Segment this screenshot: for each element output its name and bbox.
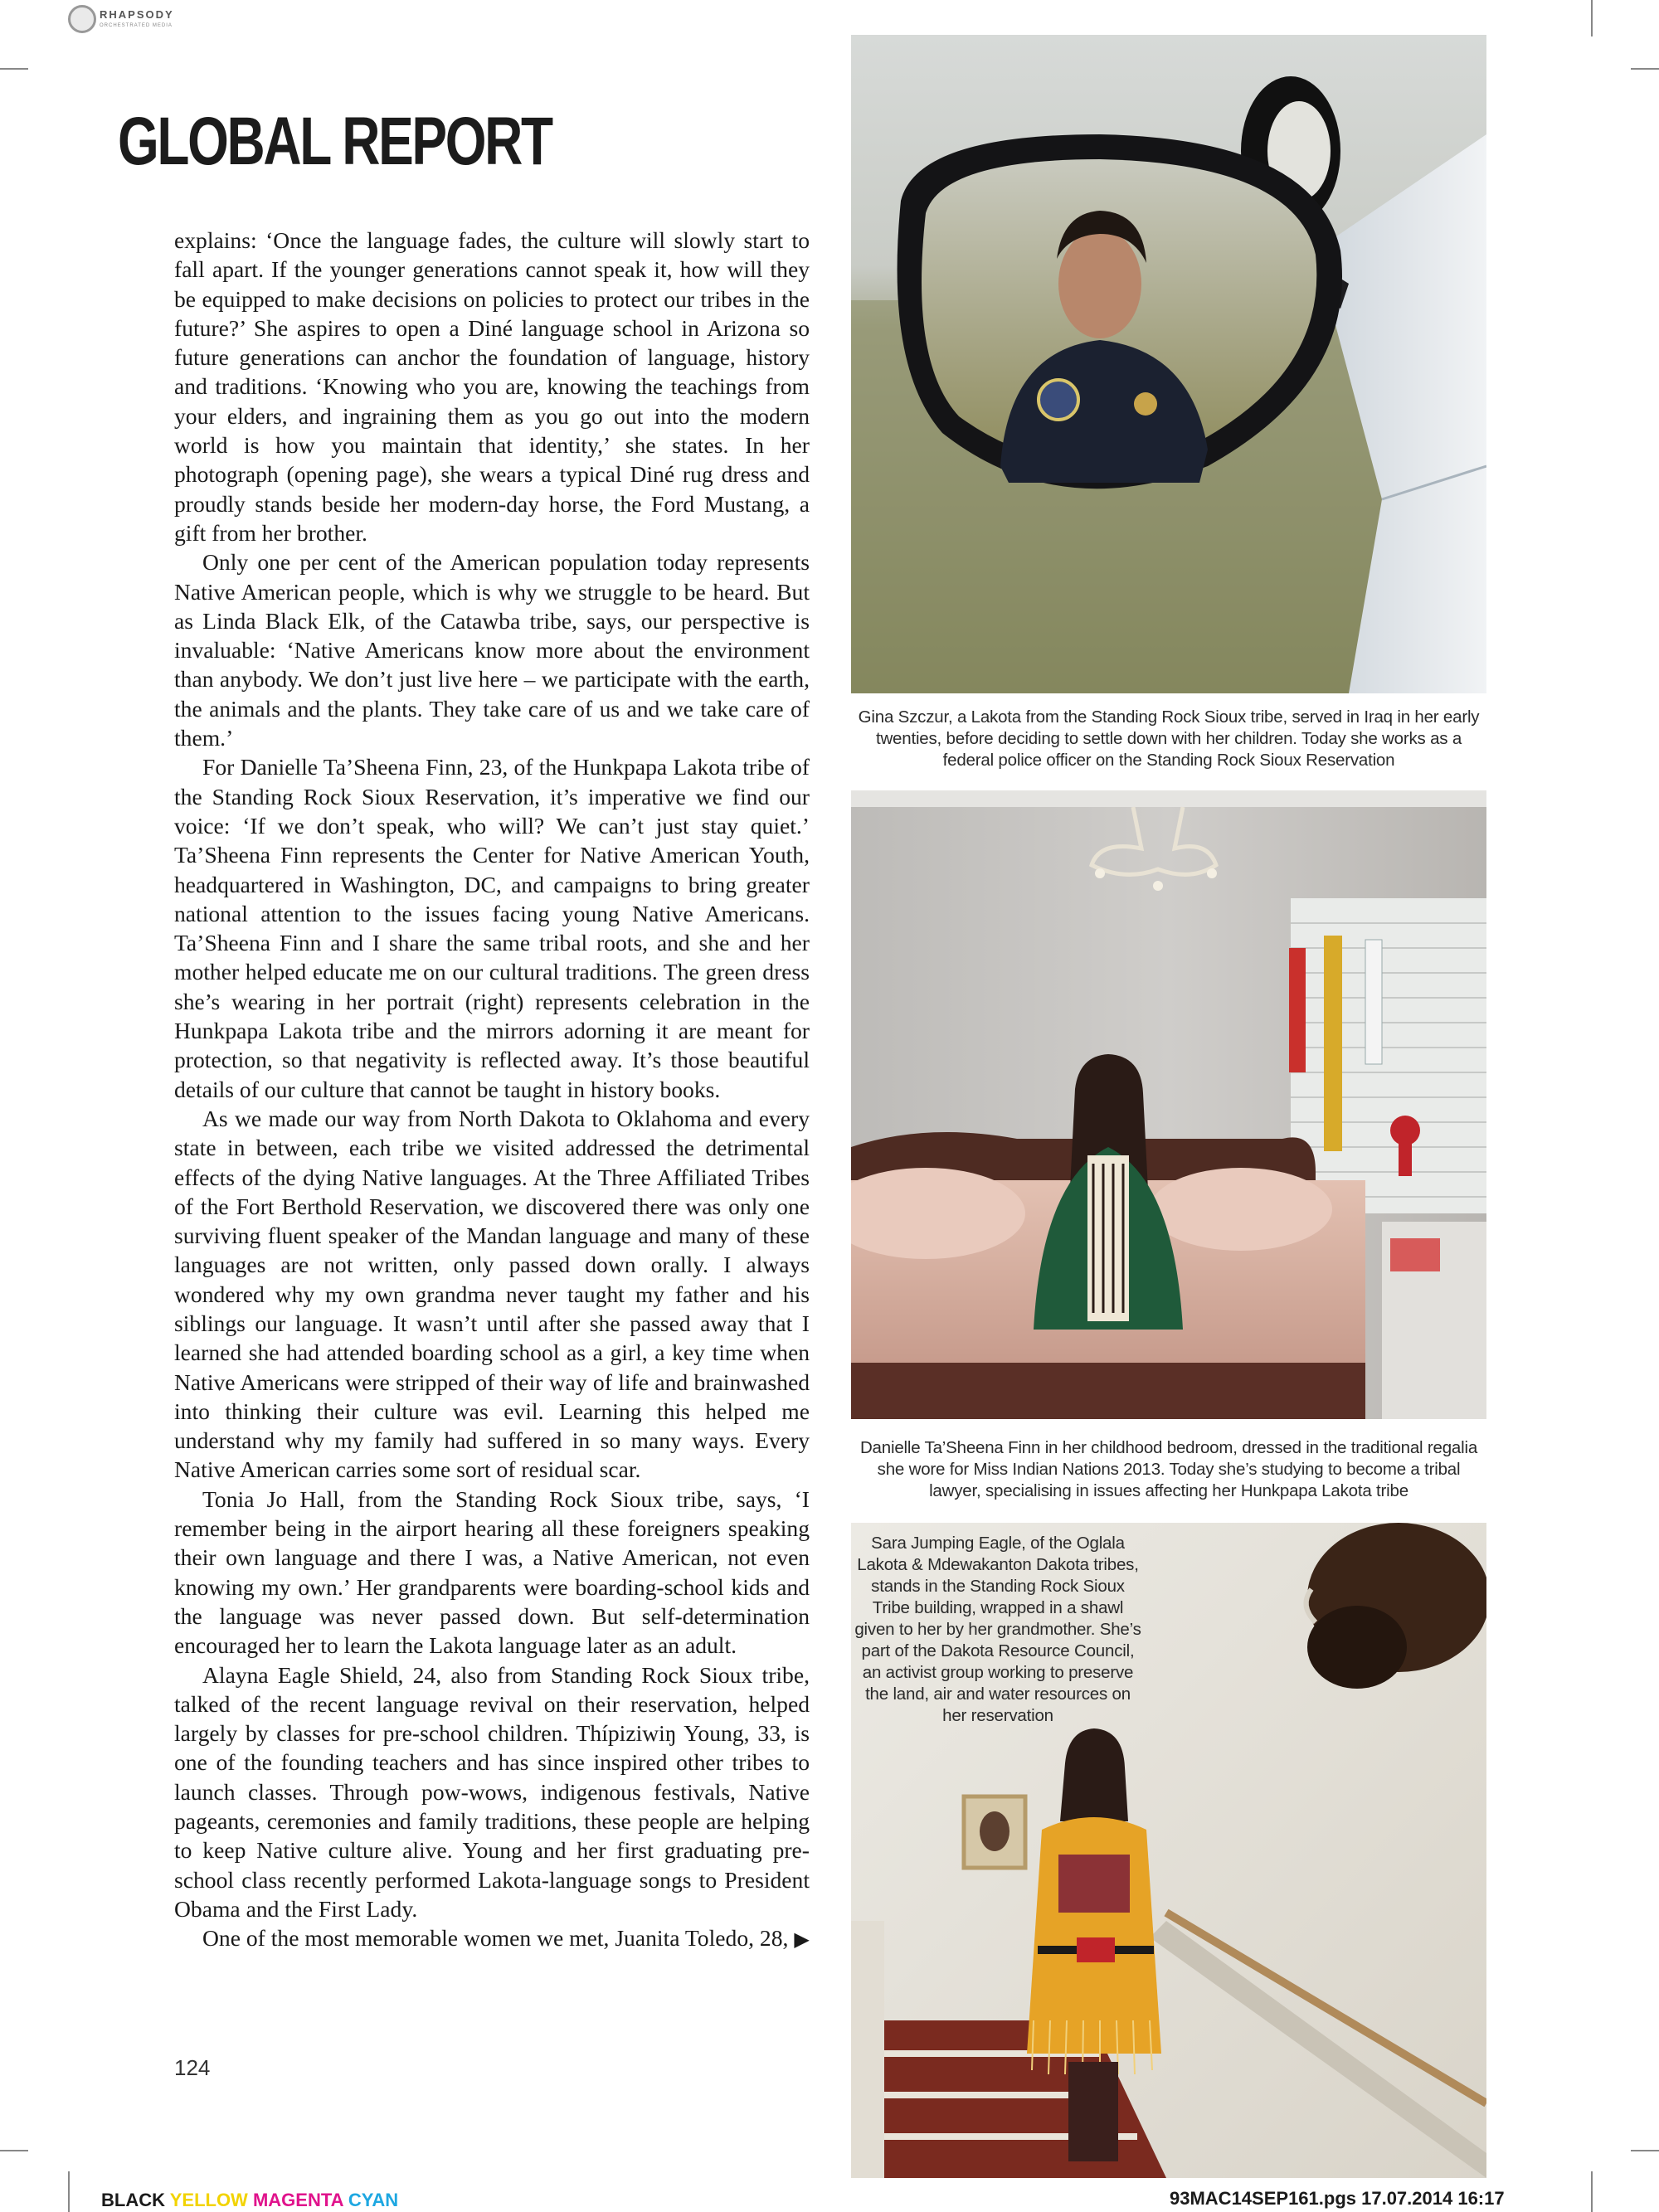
paragraph: Only one per cent of the American population today represents Native American people, which is why we struggle to be heard. But as Linda Black Elk, of the Catawba tribe, says, our perspective is invaluable: ‘Native Americans know more about the environment than anybody. We don’t just live here – we participate with the earth, the animals and the plants. They take care of us and we take care of them.’ — [174, 549, 810, 751]
publisher-logo — [68, 5, 217, 35]
photo-officer-mirror — [851, 35, 1486, 693]
paragraph: Tonia Jo Hall, from the Standing Rock Sioux tribe, says, ‘I remember being in the airport hearing all these foreigners speaking their own language and there I was, a Native American, not even knowing my own.’ Her grandparents were boarding-school kids and the language was never passed down. But self-determination encouraged her to learn the Lakota language later as an adult. — [174, 1485, 810, 1659]
color-label-black: BLACK — [101, 2190, 165, 2210]
paragraph: As we made our way from North Dakota to Oklahoma and every state in between, each tribe we visited addressed the detrimental effects of the dying Native languages. At the Three Affiliated Tribes of the Fort Berthold Reservation, we discovered there was only one surviving fluent speaker of the Mandan language and many of these languages are not written, only passed down orally. I always wondered why my own grandma never taught my father and his siblings our language. It wasn’t until after she passed away that I learned she had attended boarding school as a girl, a key time when Native Americans were stripped of their way of life and brainwashed into thinking their culture was evil. Learning this helped me understand why my family had suffered in so many ways. Every Native American carries some sort of residual scar. — [174, 1105, 810, 1483]
paragraph: Alayna Eagle Shield, 24, also from Standing Rock Sioux tribe, talked of the recent language revival on their reservation, helped largely by classes for pre-school children. Thípiziwiŋ Young, 33, is one of the founding teachers and has since inspired other tribes to launch classes. Through pow-wows, indigenous festivals, Native pageants, ceremonies and family traditions, these people are helping to keep Native culture alive. Young and her first graduating pre-school class recently performed Lakota-language songs to President Obama and the First Lady. — [174, 1661, 810, 1922]
continue-arrow-icon: ▶ — [794, 1929, 810, 1952]
caption-staircase: Sara Jumping Eagle, of the Oglala Lakota & Mdewakanton Dakota tribes, stands in the Standing Rock Sioux Tribe building, wrapped in a shawl given to her by her grandmother. She’s part of the Dakota Resource Council, an activist group working to preserve the land, air and water resources on her reservation — [854, 1534, 1141, 1725]
logo-text: RHAPSODY — [100, 8, 174, 21]
logo-subtext: ORCHESTRATED MEDIA — [100, 23, 173, 28]
logo-mark-icon — [68, 5, 96, 33]
caption-bedroom: Danielle Ta’Sheena Finn in her childhood bedroom, dressed in the traditional regalia she wore for Miss Indian Nations 2013. Today she’s studying to become a tribal lawyer, specialising in issues affecting her Hunkpapa Lakota tribe — [859, 1438, 1478, 1500]
article-body — [174, 226, 810, 1956]
paragraph-last — [174, 1923, 810, 1955]
color-registration-labels — [101, 2190, 398, 2211]
paragraph: explains: ‘Once the language fades, the culture will slowly start to fall apart. If the younger generations cannot speak it, how will they be equipped to make decisions on policies to protect our tribes in the future?’ She aspires to open a Diné language school in Arizona so future generations can anchor the foundation of language, history and traditions. ‘Knowing who you are, knowing the teachings from your elders, and ingraining them as you go out into the modern world is how you maintain that identity,’ she states. In her photograph (opening page), she wears a typical Diné rug dress and proudly stands beside her modern-day horse, the Ford Mustang, a gift from her brother. — [174, 227, 810, 546]
file-info: 93MAC14SEP161.pgs 17.07.2014 16:17 — [1170, 2188, 1505, 2209]
section-title: GLOBAL REPORT — [118, 104, 552, 179]
paragraph-text: One of the most memorable women we met, Juanita Toledo, 28, — [202, 1925, 789, 1952]
page-number: 124 — [174, 2055, 211, 2080]
paragraph: For Danielle Ta’Sheena Finn, 23, of the Hunkpapa Lakota tribe of the Standing Rock Sioux Reservation, it’s imperative we find our voice: ‘If we don’t speak, who will? We can’t just stay quiet.’ Ta’Sheena Finn represents the Center for Native American Youth, headquartered in Washington, DC, and campaigns to bring greater national attention to the issues facing young Native Americans. Ta’Sheena Finn and I share the same tribal roots, and she and her mother helped educate me on our cultural traditions. The green dress she’s wearing in her portrait (right) represents celebration in the Hunkpapa Lakota tribe and the mirrors adorning it are meant for protection, so that negativity is reflected away. It’s those beautiful details of our culture that cannot be taught in history books. — [174, 754, 810, 1102]
color-label-cyan: CYAN — [348, 2190, 399, 2210]
color-label-magenta: MAGENTA — [252, 2190, 343, 2210]
color-label-yellow: YELLOW — [169, 2190, 248, 2210]
caption-officer: Gina Szczur, a Lakota from the Standing Rock Sioux tribe, served in Iraq in her early twenties, before deciding to settle down with her children. Today she works as a federal police officer on the Standing Rock Sioux Reservation — [858, 707, 1480, 770]
photo-bedroom-portrait — [851, 790, 1486, 1419]
